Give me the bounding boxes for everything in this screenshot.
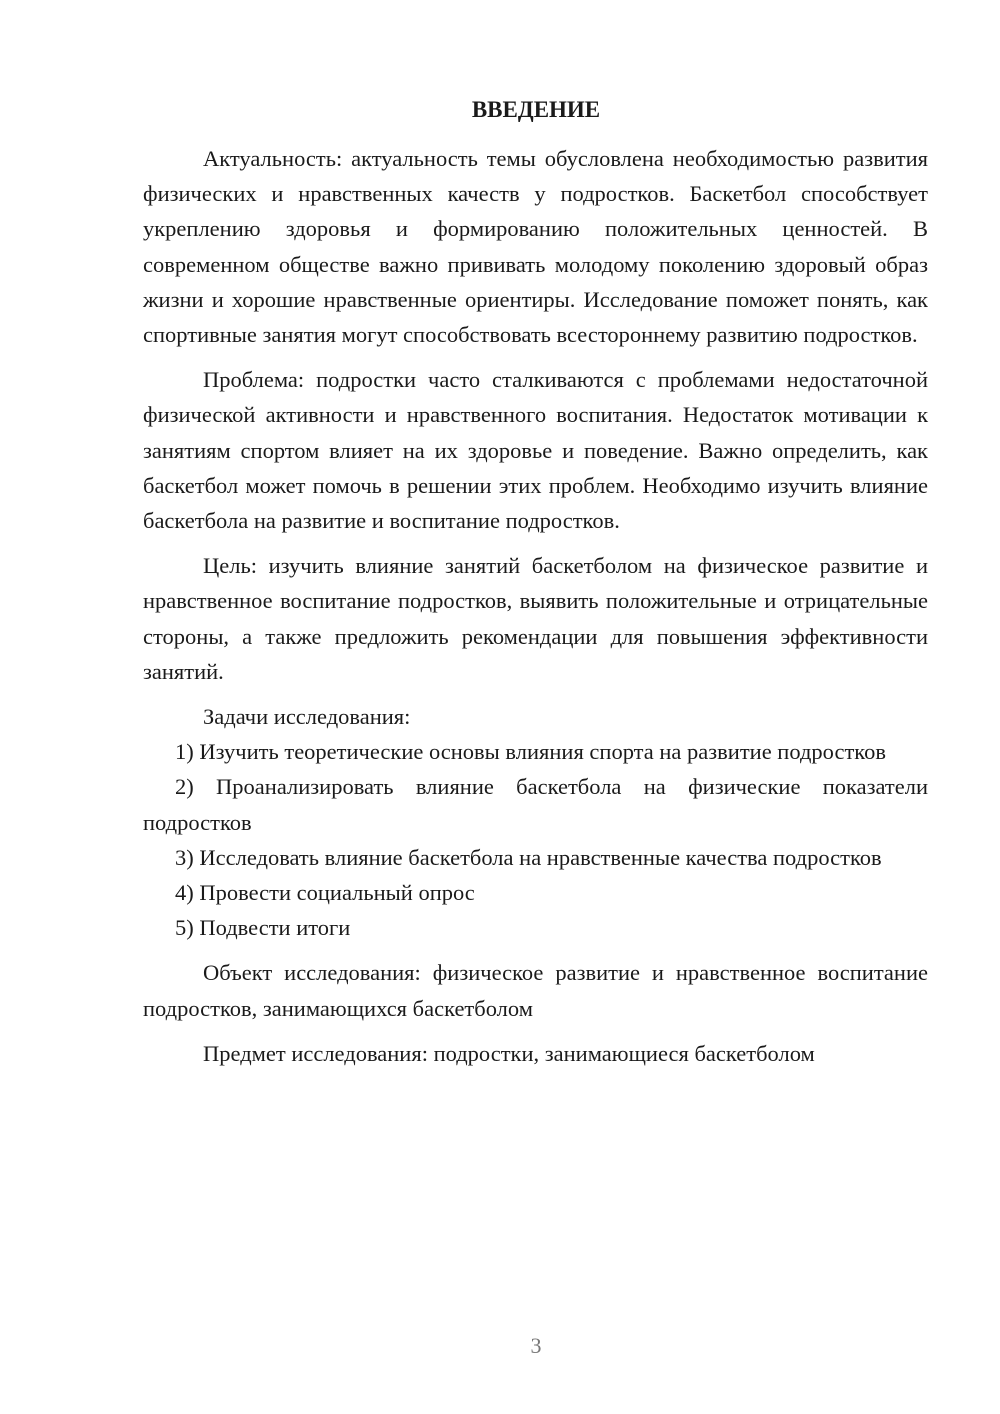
relevance-paragraph: Актуальность: актуальность темы обусловлена необходимостью развития физических и нравственных качеств у подростков. Баскетбол способствует укреплению здоровья и формированию положительных ценностей. В современном обществе важно прививать молодому поколению здоровый образ жизни и хорошие нравственные ориентиры. Исследование поможет понять, как спортивные занятия могут способствовать всестороннему развитию подростков. (143, 146, 928, 348)
body-text (143, 141, 928, 1071)
problem-paragraph: Проблема: подростки часто сталкиваются с проблемами недостаточной физической активности и нравственного воспитания. Недостаток мотивации к занятиям спортом влияет на их здоровье и поведение. Важно определить, как баскетбол может помочь в решении этих проблем. Необходимо изучить влияние баскетбола на развитие и воспитание подростков. (143, 367, 928, 534)
task-item-1: 1) Изучить теоретические основы влияния спорта на развитие подростков (175, 739, 886, 765)
task-item-5: 5) Подвести итоги (175, 915, 351, 941)
task-item-3: 3) Исследовать влияние баскетбола на нравственные качества подростков (175, 844, 882, 870)
goal-paragraph: Цель: изучить влияние занятий баскетболом на физическое развитие и нравственное воспитание подростков, выявить положительные и отрицательные стороны, а также предложить рекомендации для повышения эффективности занятий. (143, 553, 928, 684)
tasks-title: Задачи исследования: (203, 704, 411, 730)
section-heading: ВВЕДЕНИЕ (471, 97, 601, 122)
page-number: 3 (530, 1333, 542, 1358)
task-item-2: 2) Проанализировать влияние баскетбола на физические показатели подростков (143, 774, 928, 835)
subject-paragraph: Предмет исследования: подростки, занимающиеся баскетболом (203, 1040, 815, 1066)
task-item-4: 4) Провести социальный опрос (175, 880, 475, 906)
object-paragraph: Объект исследования: физическое развитие и нравственное воспитание подростков, занимающихся баскетболом (143, 960, 928, 1021)
